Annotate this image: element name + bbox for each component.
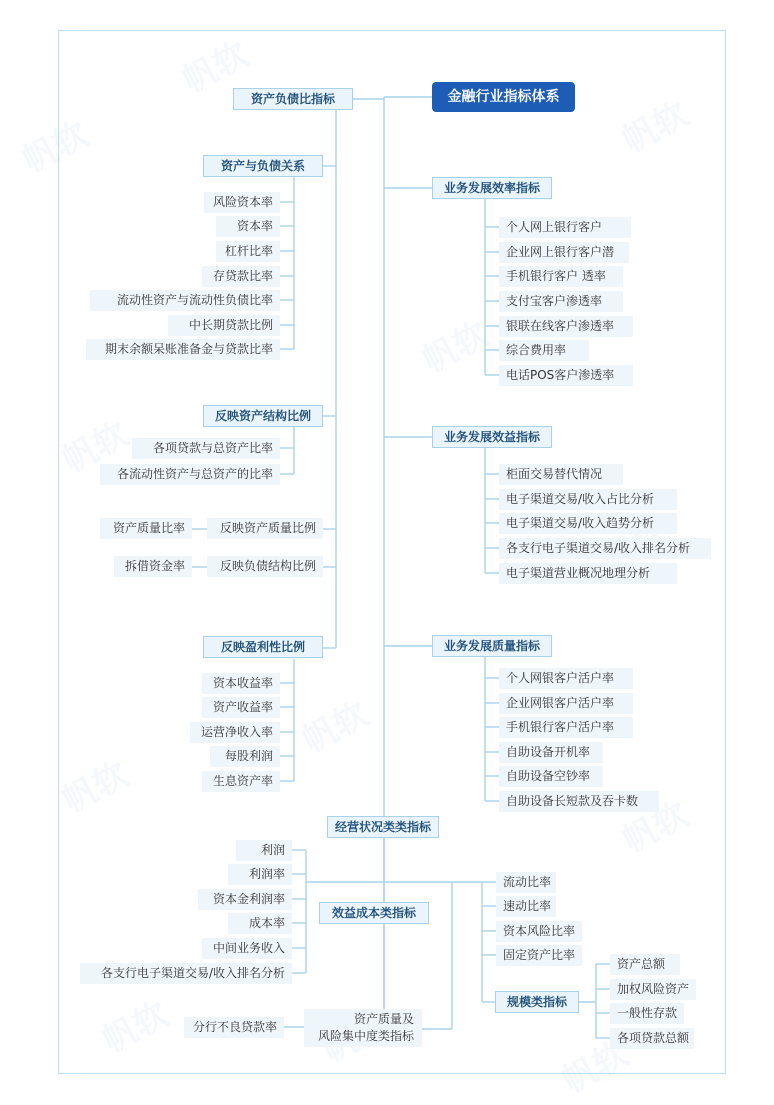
- metric-item[interactable]: 拆借资金率: [114, 556, 192, 577]
- metric-item[interactable]: 综合费用率: [499, 340, 589, 361]
- category-efficiency[interactable]: 业务发展效率指标: [432, 177, 552, 199]
- category-balance-sheet[interactable]: 资产负债比指标: [233, 88, 353, 110]
- metric-item[interactable]: 资本风险比率: [496, 921, 582, 942]
- metric-item[interactable]: 电子渠道营业概况地理分析: [499, 563, 677, 584]
- metric-item[interactable]: 各流动性资产与总资产的比率: [100, 464, 280, 485]
- group-asset-structure[interactable]: 反映资产结构比例: [203, 405, 323, 427]
- category-operation[interactable]: 经营状况类类指标: [327, 816, 439, 838]
- metric-item[interactable]: 一般性存款: [610, 1003, 684, 1024]
- category-quality[interactable]: 业务发展质量指标: [432, 635, 552, 657]
- metric-item[interactable]: 资产收益率: [202, 697, 280, 718]
- metric-item[interactable]: 速动比率: [496, 896, 556, 917]
- node-label-line: 资产质量及: [353, 1012, 414, 1026]
- metric-item[interactable]: 资本率: [216, 216, 280, 237]
- metric-item[interactable]: 资产质量比率: [100, 518, 192, 539]
- metric-item[interactable]: 期末余额呆账准备金与贷款比率: [86, 339, 280, 360]
- node-label-line: 风险集中度类指标: [317, 1029, 414, 1043]
- metric-item[interactable]: 资本收益率: [202, 673, 280, 694]
- metric-item[interactable]: 个人网银客户活户率: [499, 668, 633, 689]
- metric-item[interactable]: 企业网上银行客户潜: [499, 242, 629, 263]
- metric-item[interactable]: 各项贷款总额: [610, 1028, 694, 1049]
- metric-item[interactable]: 成本率: [228, 913, 292, 934]
- root-node[interactable]: 金融行业指标体系: [432, 82, 575, 112]
- metric-item[interactable]: 手机银行客户活户率: [499, 717, 633, 738]
- metric-item[interactable]: 手机银行客户 透率: [499, 266, 623, 287]
- metric-item[interactable]: 支付宝客户渗透率: [499, 291, 623, 312]
- metric-item[interactable]: 杠杆比率: [216, 241, 280, 262]
- metric-item[interactable]: 电话POS客户渗透率: [499, 365, 633, 386]
- metric-item[interactable]: 流动比率: [496, 872, 556, 893]
- metric-item[interactable]: 运营净收入率: [190, 722, 280, 743]
- metric-item[interactable]: 各项贷款与总资产比率: [132, 438, 280, 459]
- metric-item[interactable]: 自助设备开机率: [499, 742, 603, 763]
- metric-item[interactable]: 利润率: [228, 864, 292, 885]
- metric-item[interactable]: 资产总额: [610, 954, 680, 975]
- metric-item[interactable]: 自助设备长短款及吞卡数: [499, 791, 659, 812]
- metric-item[interactable]: 固定资产比率: [496, 945, 582, 966]
- category-benefit[interactable]: 业务发展效益指标: [432, 426, 552, 448]
- metric-item[interactable]: 中长期贷款比例: [168, 315, 280, 336]
- metric-item[interactable]: 各支行电子渠道交易/收入排名分析: [80, 963, 292, 984]
- metric-item[interactable]: 存贷款比率: [202, 266, 280, 287]
- metric-item[interactable]: 银联在线客户渗透率: [499, 316, 633, 337]
- metric-item[interactable]: 每股利润: [210, 746, 280, 767]
- metric-item[interactable]: 各支行电子渠道交易/收入排名分析: [499, 538, 711, 559]
- metric-item[interactable]: 柜面交易替代情况: [499, 464, 623, 485]
- group-asset-liability[interactable]: 资产与负债关系: [203, 155, 323, 177]
- metric-item[interactable]: 生息资产率: [202, 771, 280, 792]
- metric-item[interactable]: 电子渠道交易/收入占比分析: [499, 489, 677, 510]
- metric-item[interactable]: 电子渠道交易/收入趋势分析: [499, 513, 677, 534]
- metric-item[interactable]: 加权风险资产: [610, 979, 696, 1000]
- group-cost-benefit[interactable]: 效益成本类指标: [319, 902, 429, 924]
- metric-item[interactable]: 资本金利润率: [198, 889, 292, 910]
- metric-item[interactable]: 自助设备空钞率: [499, 766, 603, 787]
- metric-item[interactable]: 分行不良贷款率: [184, 1017, 284, 1038]
- metric-item[interactable]: 利润: [236, 840, 292, 861]
- group-risk-quality[interactable]: [304, 1009, 422, 1047]
- group-asset-quality[interactable]: 反映资产质量比例: [207, 518, 323, 539]
- metric-item[interactable]: 流动性资产与流动性负债比率: [90, 290, 280, 311]
- group-liability-structure[interactable]: 反映负债结构比例: [207, 556, 323, 577]
- metric-item[interactable]: 个人网上银行客户: [499, 217, 631, 238]
- metric-item[interactable]: 中间业务收入: [202, 938, 292, 959]
- metric-item[interactable]: 企业网银客户活户率: [499, 693, 633, 714]
- metric-item[interactable]: 风险资本率: [204, 192, 280, 213]
- group-scale[interactable]: 规模类指标: [495, 991, 579, 1013]
- group-profitability[interactable]: 反映盈利性比例: [203, 636, 323, 658]
